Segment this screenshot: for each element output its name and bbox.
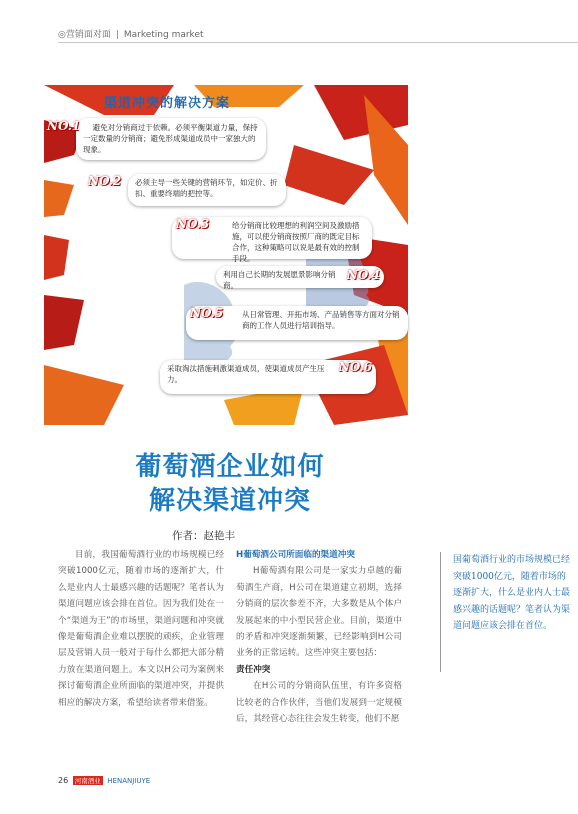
- paragraph: 在H公司的分销商队伍里，有许多资格比较老的合作伙伴，当他们发展到一定规模后，其经营心态往往会发生转变，他们不愿: [236, 681, 402, 725]
- paragraph: 目前，我国葡萄酒行业的市场规模已经突破1000亿元，随着市场的逐渐扩大，什么是业内人士最感兴趣的话题呢？笔者认为渠道问题应该会排在首位。因为我们处在一个“渠道为王”的市场里，渠道问题和冲突就像是葡萄酒企业难以摆脱的顽疾，企业管理层及营销人员一般对于每什么都把大部分精力放在渠道问题上。本文以H公司为案例来探讨葡萄酒企业所面临的渠道冲突，并提供相应的解决方案，希望给读者带来借鉴。: [58, 550, 224, 708]
- solution-bubble-5: [186, 306, 408, 340]
- section-heading: H葡萄酒公司所面临的渠道冲突: [236, 550, 355, 560]
- solution-text: 从日常管理、开拓市场、产品销售等方面对分销商的工作人员进行培训指导。: [242, 310, 400, 330]
- article-column-1: [58, 547, 224, 711]
- header-divider: [117, 30, 118, 39]
- solution-number: NO.6: [338, 360, 372, 374]
- solution-bubble-4: [216, 266, 384, 288]
- article-title: [120, 450, 340, 518]
- solution-text: 避免对分销商过于依赖。必须平衡渠道力量，保持一定数量的分销商；避免形成渠道成员中一家独大的现象。: [83, 123, 258, 154]
- page-number: 26: [58, 776, 69, 785]
- paragraph: H葡萄酒有限公司是一家实力卓越的葡萄酒生产商，H公司在渠道建立初期，选择分销商的层次参差不齐，大多数是从个体户发展起来的中小型民营企业。目前，渠道中的矛盾和冲突逐渐频繁，已经影响到H公司业务的正常运转。这些冲突主要包括：: [236, 566, 402, 659]
- solution-text: 必须主导一些关键的营销环节，如定价、折扣、重要终端的把控等。: [135, 178, 278, 198]
- section-name-en: Marketing market: [123, 30, 204, 40]
- solution-number: NO.4: [346, 268, 380, 282]
- pull-quote: 国葡萄酒行业的市场规模已经突破1000亿元，随着市场的逐渐扩大，什么是业内人士最感兴趣的话题呢？笔者认为渠道问题应该会排在首位。: [440, 552, 570, 672]
- solution-text: 利用自己长期的发展愿景影响分销商。: [223, 270, 336, 290]
- section-header: [58, 27, 204, 40]
- solution-bubble-6: [160, 360, 376, 394]
- article-title-line2: 解决渠道冲突: [148, 486, 311, 516]
- solution-number: NO.2: [88, 174, 122, 188]
- magazine-name-en: HENANJIUYE: [107, 777, 151, 785]
- section-name-cn: ◎营销面对面: [58, 30, 111, 40]
- solution-number: NO.3: [176, 217, 210, 231]
- illustration-title: 渠道冲突的解决方案: [104, 96, 231, 111]
- article-title-line1: 葡萄酒企业如何: [135, 452, 325, 482]
- article-author: 作者：赵艳丰: [172, 530, 235, 542]
- solution-number: NO.1: [47, 119, 81, 133]
- solution-text: 给分销商比较理想的利润空间及激励措施，可以使分销商按照厂商的既定目标合作，这种策略可以说是最有效的控制手段。: [232, 221, 360, 263]
- header-rule: [58, 42, 578, 43]
- subsection-heading: 责任冲突: [236, 664, 271, 675]
- solution-bubble-3: [172, 217, 372, 263]
- magazine-tag: 河南酒业: [74, 777, 101, 785]
- solution-bubble-1: [47, 118, 266, 160]
- article-column-2: [236, 547, 402, 727]
- solution-number: NO.5: [190, 306, 224, 320]
- solution-text: 采取淘汰措施刺激渠道成员，使渠道成员产生压力。: [167, 364, 325, 384]
- solution-bubble-2: [88, 174, 286, 206]
- page-footer: [58, 776, 150, 785]
